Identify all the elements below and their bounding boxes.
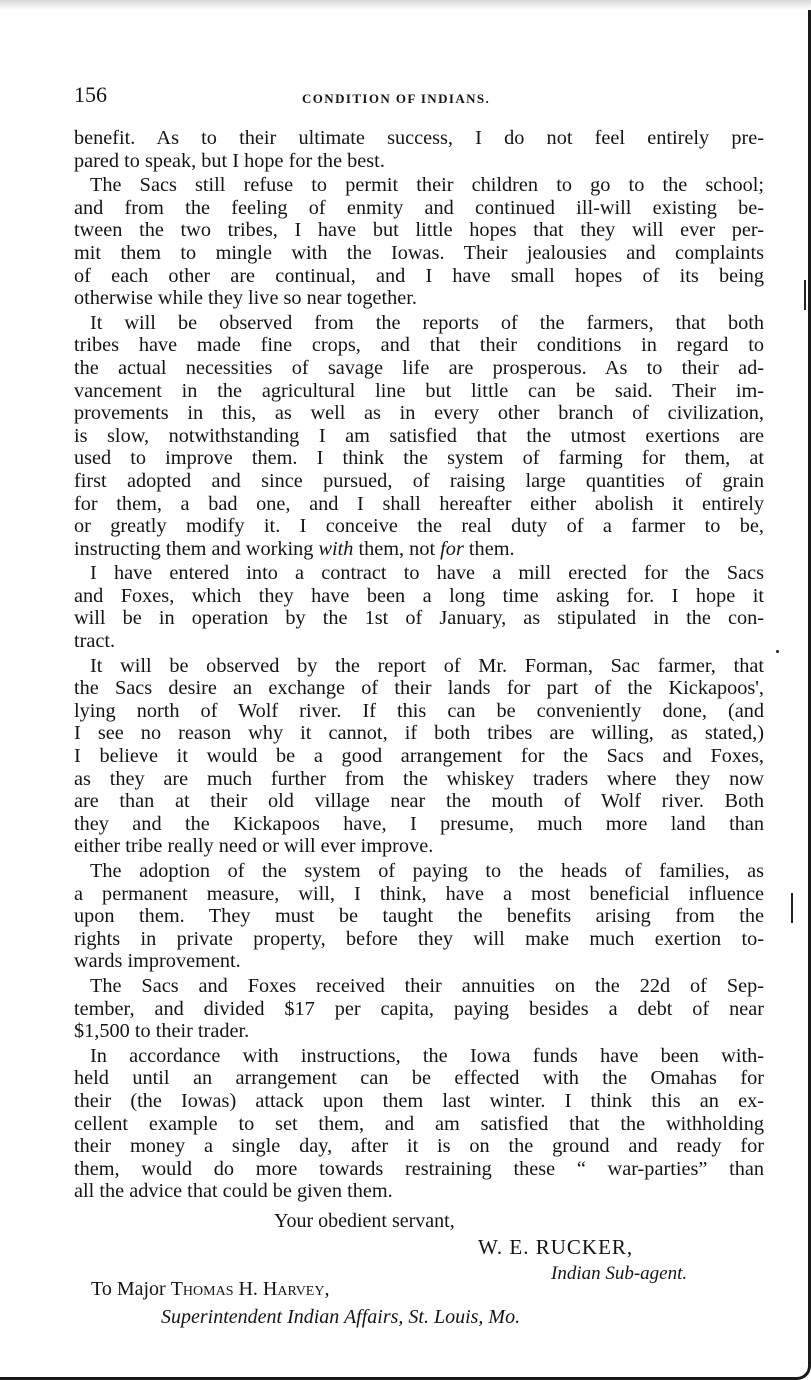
- text-line: benefit. As to their ultimate success, I do not feel entirely pre-: [74, 127, 764, 149]
- body-text: [74, 127, 764, 1203]
- margin-mark: [804, 280, 806, 310]
- text-line: provements in this, as well as in every other branch of civilization,: [74, 402, 764, 425]
- text-line: of each other are continual, and I have small hopes of its being: [74, 264, 764, 287]
- text-line: tember, and divided $17 per capita, paying besides a debt of near: [74, 997, 764, 1020]
- addressee: [91, 1278, 329, 1301]
- text-line: their (the Iowas) attack upon them last winter. I think this an ex-: [74, 1089, 764, 1112]
- addressee-name: Thomas H. Harvey,: [170, 1278, 330, 1300]
- signature-title: Indian Sub-agent.: [551, 1263, 688, 1284]
- text-run: them.: [463, 537, 515, 560]
- text-line: otherwise while they live so near together.: [74, 287, 417, 310]
- signature-name: W. E. RUCKER,: [478, 1235, 634, 1259]
- running-head: CONDITION OF INDIANS.: [302, 91, 491, 106]
- text-line: rights in private property, before they will make much exertion to-: [74, 927, 764, 950]
- text-run: them, not: [353, 537, 441, 560]
- text-line: wards improvement.: [74, 950, 241, 973]
- ink-speck: [776, 650, 779, 653]
- text-line: their money a single day, after it is on the ground and ready for: [74, 1135, 764, 1158]
- text-line: [74, 538, 764, 561]
- text-line: The adoption of the system of paying to the heads of families, as: [90, 860, 764, 882]
- text-line: mit them to mingle with the Iowas. Their jealousies and complaints: [74, 241, 764, 264]
- text-line: It will be observed by the report of Mr. Forman, Sac farmer, that: [90, 654, 764, 677]
- text-line: vancement in the agricultural line but little can be said. Their im-: [74, 379, 764, 402]
- page-number: 156: [74, 82, 107, 107]
- closing-salutation: Your obedient servant,: [274, 1210, 455, 1232]
- text-line: tribes have made fine crops, and that their conditions in regard to: [74, 334, 764, 357]
- addressee-title: Superintendent Indian Affairs, St. Louis, Mo.: [161, 1306, 521, 1328]
- text-run: instructing them and working: [74, 537, 319, 560]
- text-line: and from the feeling of enmity and continued ill-will existing be-: [74, 196, 764, 219]
- text-line: a permanent measure, will, I think, have a most beneficial influence: [74, 882, 764, 905]
- text-line: cellent example to set them, and am satisfied that the withholding: [74, 1112, 764, 1135]
- text-line: either tribe really need or will ever improve.: [74, 835, 434, 858]
- text-line: $1,500 to their trader.: [74, 1020, 250, 1043]
- text-line: as they are much further from the whiskey traders where they now: [74, 767, 764, 790]
- text-line: I have entered into a contract to have a mill erected for the Sacs: [90, 562, 764, 585]
- text-line: and Foxes, which they have been a long time asking for. I hope it: [74, 584, 764, 607]
- text-line: I believe it would be a good arrangement for the Sacs and Foxes,: [74, 745, 764, 768]
- text-line: tract.: [74, 630, 116, 653]
- text-line: held until an arrangement can be effected with the Omahas for: [74, 1067, 764, 1090]
- emphasis-text: with: [318, 537, 354, 560]
- page-header: [74, 82, 764, 112]
- text-line: will be in operation by the 1st of January, as stipulated in the con-: [74, 607, 764, 630]
- text-line: the actual necessities of savage life are prosperous. As to their ad-: [74, 356, 764, 379]
- scan-edge: [0, 0, 811, 10]
- text-line: The Sacs still refuse to permit their children to go to the school;: [90, 174, 764, 197]
- text-line: the Sacs desire an exchange of their lands for part of the Kickapoos',: [74, 677, 764, 700]
- text-line: The Sacs and Foxes received their annuities on the 22d of Sep-: [90, 974, 764, 997]
- text-line: lying north of Wolf river. If this can be conveniently done, (and: [74, 699, 764, 722]
- text-line: are than at their old village near the mouth of Wolf river. Both: [74, 790, 764, 813]
- text-line: first adopted and since pursued, of raising large quantities of grain: [74, 469, 764, 492]
- text-line: or greatly modify it. I conceive the real duty of a farmer to be,: [74, 515, 764, 538]
- text-line: upon them. They must be taught the benefits arising from the: [74, 905, 764, 928]
- text-line: is slow, notwithstanding I am satisfied that the utmost exertions are: [74, 424, 764, 447]
- text-line: pared to speak, but I hope for the best.: [74, 149, 385, 172]
- text-line: they and the Kickapoos have, I presume, much more land than: [74, 812, 764, 835]
- text-line: In accordance with instructions, the Iowa funds have been with-: [90, 1044, 764, 1067]
- margin-mark: [791, 893, 793, 923]
- text-line: them, would do more towards restraining these “ war-parties” than: [74, 1157, 764, 1180]
- addressee-prefix: To Major: [91, 1278, 171, 1300]
- text-line: all the advice that could be given them.: [74, 1180, 393, 1203]
- text-line: It will be observed from the reports of the farmers, that both: [90, 311, 764, 334]
- text-line: for them, a bad one, and I shall hereafter either abolish it entirely: [74, 492, 764, 515]
- emphasis-text: for: [440, 537, 464, 560]
- text-line: tween the two tribes, I have but little hopes that they will ever per-: [74, 219, 764, 242]
- text-line: used to improve them. I think the system of farming for them, at: [74, 447, 764, 470]
- text-line: I see no reason why it cannot, if both tribes are willing, as stated,): [74, 722, 764, 745]
